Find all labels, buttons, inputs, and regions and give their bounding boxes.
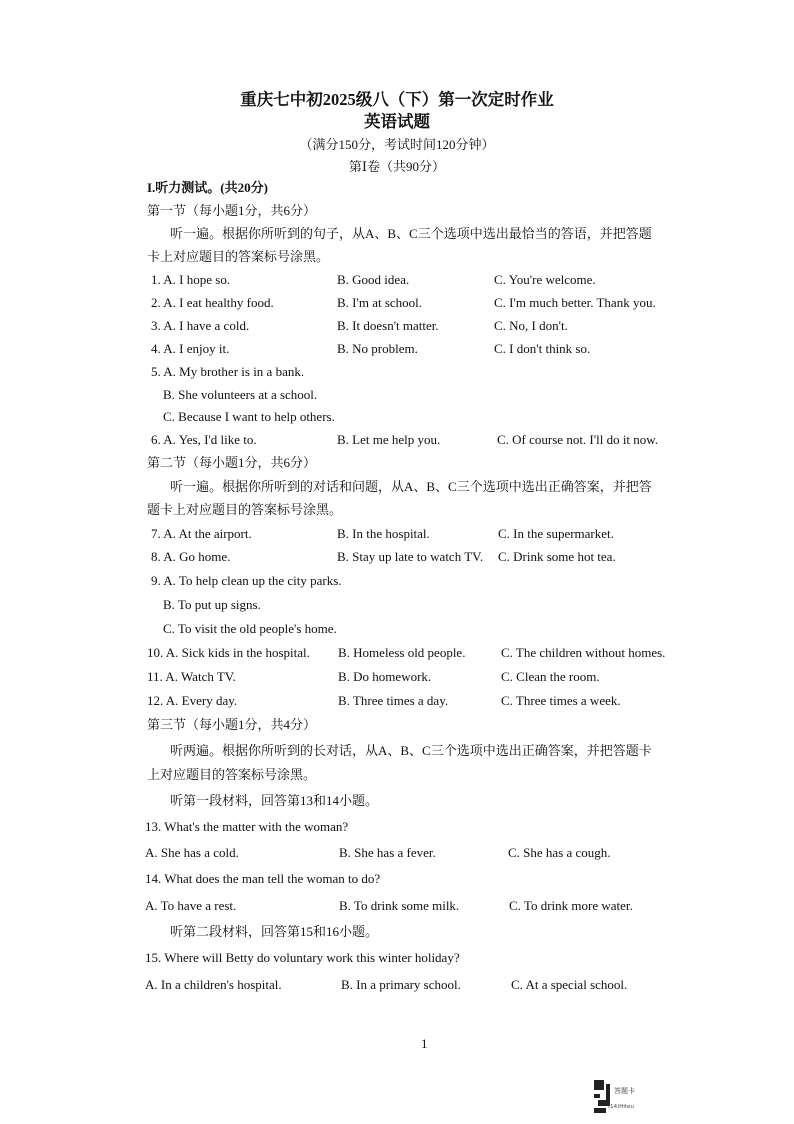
q15-stem: 15. Where will Betty do voluntary work this winter holiday? [145, 950, 460, 965]
q9-option-a: 9. A. To help clean up the city parks. [151, 573, 342, 588]
page-number: 1 [421, 1036, 428, 1051]
section1-instruction-1: 听一遍。根据你所听到的句子，从A、B、C三个选项中选出最恰当的答语，并把答题 [170, 226, 652, 241]
q11-option-c: C. Clean the room. [501, 669, 600, 684]
q8-option-c: C. Drink some hot tea. [498, 549, 616, 564]
section2-title: 第二节（每小题1分，共6分） [147, 455, 317, 470]
q9-option-b: B. To put up signs. [163, 597, 261, 612]
q11-option-a: 11. A. Watch TV. [147, 669, 236, 684]
q6-option-a: 6. A. Yes, I'd like to. [151, 432, 257, 447]
q13-option-a: A. She has a cold. [145, 845, 239, 860]
exam-title: 重庆七中初2025级八（下）第一次定时作业 [240, 90, 554, 109]
material-1-note: 听第一段材料，回答第13和14小题。 [170, 793, 379, 808]
q6-option-b: B. Let me help you. [337, 432, 441, 447]
q8-option-a: 8. A. Go home. [151, 549, 231, 564]
q3-option-b: B. It doesn't matter. [337, 318, 439, 333]
q3-option-a: 3. A. I have a cold. [151, 318, 250, 333]
stamp-small-text: (14)Hiteu [608, 1104, 634, 1110]
q10-option-b: B. Homeless old people. [338, 645, 466, 660]
q15-option-c: C. At a special school. [511, 977, 628, 992]
q7-option-b: B. In the hospital. [337, 526, 430, 541]
material-2-note: 听第二段材料，回答第15和16小题。 [170, 924, 379, 939]
q1-option-c: C. You're welcome. [494, 272, 596, 287]
exam-subject: 英语试题 [364, 112, 430, 131]
q13-stem: 13. What's the matter with the woman? [145, 819, 349, 834]
q2-option-c: C. I'm much better. Thank you. [494, 295, 656, 310]
section3-instruction-1: 听两遍。根据你所听到的长对话，从A、B、C三个选项中选出正确答案，并把答题卡 [170, 743, 652, 758]
q10-option-c: C. The children without homes. [501, 645, 666, 660]
q6-option-c: C. Of course not. I'll do it now. [497, 432, 659, 447]
volume-label: 第Ⅰ卷（共90分） [348, 159, 446, 174]
q13-option-c: C. She has a cough. [508, 845, 611, 860]
part-title: I.听力测试。(共20分) [147, 180, 268, 195]
section3-title: 第三节（每小题1分，共4分） [147, 717, 317, 732]
q1-option-a: 1. A. I hope so. [151, 272, 231, 287]
score-info: （满分150分，考试时间120分钟） [299, 137, 495, 152]
q5-option-b: B. She volunteers at a school. [163, 387, 318, 402]
q2-option-a: 2. A. I eat healthy food. [151, 295, 274, 310]
q13-option-b: B. She has a fever. [339, 845, 436, 860]
q11-option-b: B. Do homework. [338, 669, 432, 684]
q5-option-c: C. Because I want to help others. [163, 409, 335, 424]
q12-option-b: B. Three times a day. [338, 693, 449, 708]
q14-option-a: A. To have a rest. [145, 898, 237, 913]
q7-option-c: C. In the supermarket. [498, 526, 614, 541]
stamp-text: 答题卡 [614, 1087, 635, 1095]
q3-option-c: C. No, I don't. [494, 318, 568, 333]
section1-title: 第一节（每小题1分，共6分） [147, 203, 317, 218]
q4-option-b: B. No problem. [337, 341, 418, 356]
section1-instruction-2: 卡上对应题目的答案标号涂黑。 [147, 249, 330, 264]
q15-option-a: A. In a children's hospital. [145, 977, 282, 992]
q4-option-c: C. I don't think so. [494, 341, 591, 356]
q15-option-b: B. In a primary school. [341, 977, 461, 992]
section2-instruction-1: 听一遍。根据你所听到的对话和问题，从A、B、C三个选项中选出正确答案，并把答 [170, 479, 652, 494]
q10-option-a: 10. A. Sick kids in the hospital. [147, 645, 310, 660]
q9-option-c: C. To visit the old people's home. [163, 621, 337, 636]
q12-option-a: 12. A. Every day. [147, 693, 238, 708]
q14-option-b: B. To drink some milk. [339, 898, 460, 913]
q2-option-b: B. I'm at school. [337, 295, 423, 310]
section3-instruction-2: 上对应题目的答案标号涂黑。 [147, 767, 317, 782]
q5-option-a: 5. A. My brother is in a bank. [151, 364, 305, 379]
q14-option-c: C. To drink more water. [509, 898, 633, 913]
q1-option-b: B. Good idea. [337, 272, 410, 287]
section2-instruction-2: 题卡上对应题目的答案标号涂黑。 [147, 502, 343, 517]
q4-option-a: 4. A. I enjoy it. [151, 341, 230, 356]
q12-option-c: C. Three times a week. [501, 693, 621, 708]
q8-option-b: B. Stay up late to watch TV. [337, 549, 484, 564]
q7-option-a: 7. A. At the airport. [151, 526, 252, 541]
q14-stem: 14. What does the man tell the woman to do? [145, 871, 381, 886]
